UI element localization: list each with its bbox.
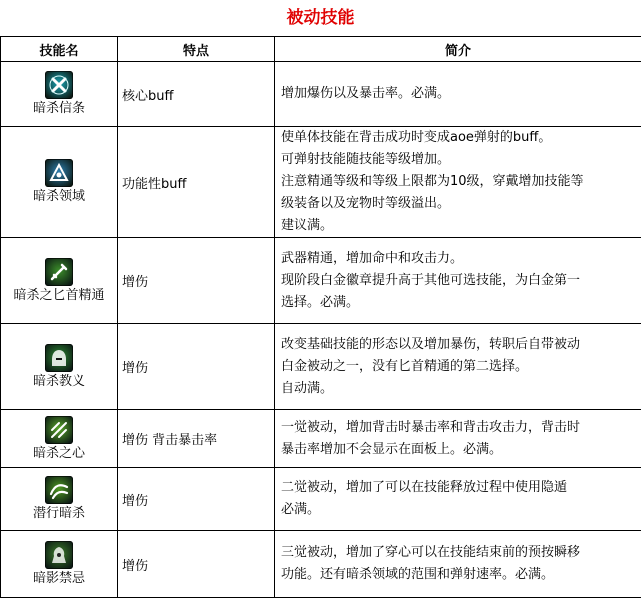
description-line: 现阶段白金徽章提升高于其他可选技能，为白金第一 [281, 272, 581, 288]
description-line: 可弹射技能随技能等级增加。 [281, 152, 451, 167]
skill-feature: 增伤 [118, 468, 275, 531]
description-line: 自动满。 [281, 380, 334, 396]
stealth-dash-icon [45, 476, 73, 504]
skill-name: 暗杀之匕首精通 [13, 287, 105, 303]
skills-table [0, 36, 641, 598]
skill-description [275, 62, 641, 127]
shadow-hood-icon [45, 541, 73, 569]
description-line: 改变基础技能的形态以及增加暴伤，转职后自带被动 [281, 336, 581, 352]
skill-feature: 增伤 [118, 531, 275, 598]
description-line: 建议满。 [281, 218, 334, 233]
triangle-swirl-icon [45, 159, 73, 187]
skill-name: 暗影禁忌 [32, 571, 85, 586]
skill-description [275, 238, 641, 324]
skill-name-cell [1, 62, 118, 127]
skill-feature: 功能性buff [118, 127, 275, 238]
skill-name-cell [1, 238, 118, 324]
hooded-figure-icon [45, 344, 73, 372]
table-header-row [1, 37, 641, 62]
table-row [1, 468, 641, 531]
description-line: 三觉被动，增加了穿心可以在技能结束前的预按瞬移 [281, 545, 581, 560]
skill-name-cell [1, 127, 118, 238]
skill-feature: 增伤 [118, 238, 275, 324]
table-row [1, 531, 641, 598]
description-line: 注意精通等级和等级上限都为10级，穿戴增加技能等 [281, 174, 584, 189]
header-description: 简介 [275, 37, 641, 62]
skill-name: 暗杀教义 [32, 373, 85, 389]
description-line: 武器精通，增加命中和攻击力。 [281, 250, 464, 266]
skill-feature: 增伤 背击暴击率 [118, 410, 275, 468]
description-line: 功能。还有暗杀领域的范围和弹射速率。必满。 [281, 567, 555, 582]
skill-name: 暗杀之心 [32, 445, 85, 461]
skill-name-cell [1, 531, 118, 598]
header-feature: 特点 [118, 37, 275, 62]
description-line: 白金被动之一，没有匕首精通的第二选择。 [281, 358, 529, 374]
cross-x-icon [45, 71, 73, 99]
skill-name-cell [1, 410, 118, 468]
skill-description [275, 531, 641, 598]
skill-name-cell [1, 324, 118, 410]
page-title: 被动技能 [286, 8, 355, 28]
description-line: 选择。必满。 [281, 294, 360, 310]
table-row [1, 238, 641, 324]
skill-description [275, 468, 641, 531]
table-row [1, 127, 641, 238]
skill-name: 暗杀领域 [32, 189, 85, 204]
header-skill-name: 技能名 [1, 37, 118, 62]
description-line: 使单体技能在背击成功时变成aoe弹射的buff。 [281, 130, 552, 145]
description-line: 二觉被动，增加了可以在技能释放过程中使用隐遁 [281, 480, 568, 495]
skill-name: 暗杀信条 [32, 101, 85, 116]
slash-burst-icon [45, 416, 73, 444]
table-row [1, 410, 641, 468]
skill-feature: 核心buff [118, 62, 275, 127]
table-row [1, 324, 641, 410]
skill-description [275, 127, 641, 238]
skill-name: 潜行暗杀 [32, 506, 85, 521]
skill-name-cell [1, 468, 118, 531]
dagger-icon [45, 258, 73, 286]
description-line: 增加爆伤以及暴击率。必满。 [281, 86, 451, 101]
skill-description [275, 324, 641, 410]
skill-feature: 增伤 [118, 324, 275, 410]
skill-description [275, 410, 641, 468]
description-line: 必满。 [281, 502, 321, 517]
description-line: 级装备以及宠物时等级溢出。 [281, 196, 451, 211]
description-line: 暴击率增加不会显示在面板上。必满。 [281, 441, 503, 457]
description-line: 一觉被动，增加背击时暴击率和背击攻击力，背击时 [281, 419, 581, 435]
table-row [1, 62, 641, 127]
